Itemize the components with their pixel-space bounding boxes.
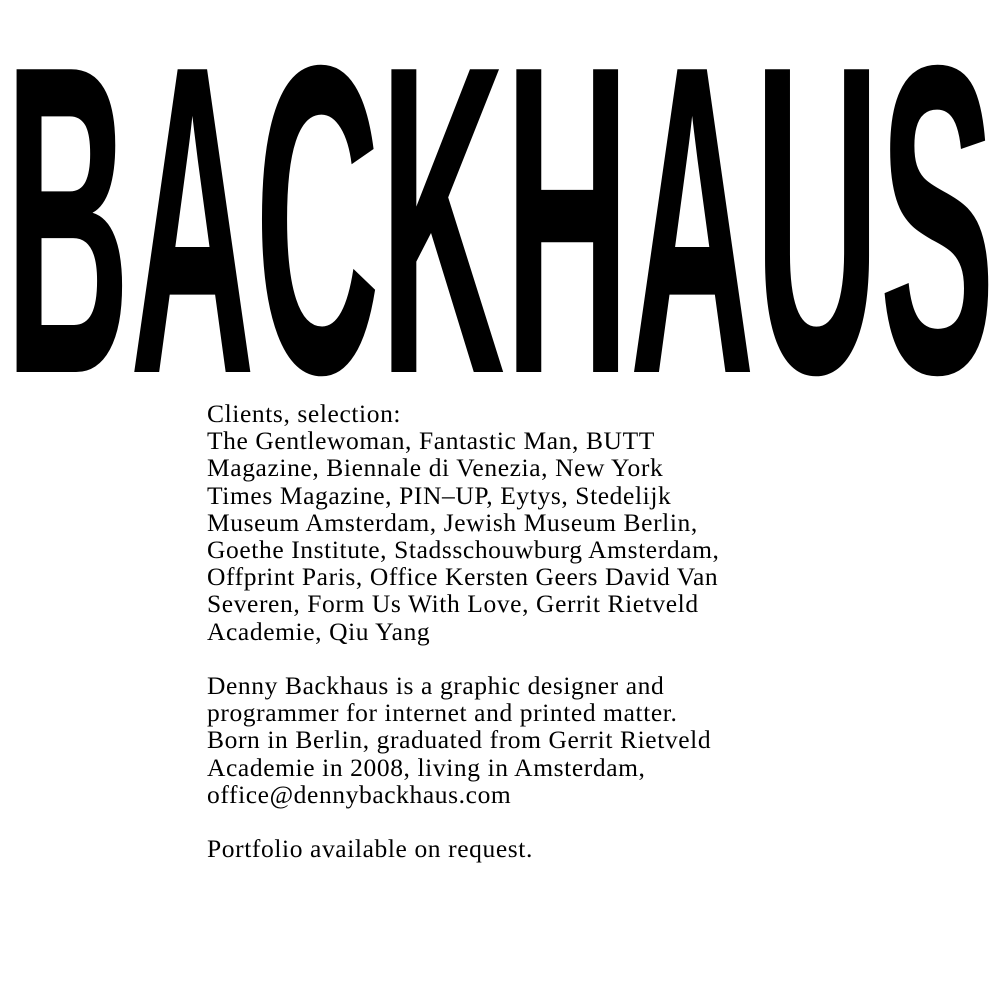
about-section — [207, 400, 807, 862]
clients-heading: Clients, selection: — [207, 399, 402, 428]
clients-list: The Gentlewoman, Fantastic Man, BUTT Magazine, Biennale di Venezia, New York Times Magazine, PIN–UP, Eytys, Stedelijk Museum Amsterdam, Jewish Museum Berlin, Goethe Institute, Stadsschouwburg Amsterdam, Offprint Paris, Office Kersten Geers David Van Severen, Form Us With Love, Gerrit Rietveld Academie, Qiu Yang — [207, 426, 720, 646]
paragraph-spacer — [207, 645, 807, 672]
email-link[interactable]: office@dennybackhaus.com — [207, 779, 512, 809]
portfolio-note: Portfolio available on request. — [207, 834, 533, 864]
paragraph-spacer — [207, 808, 807, 835]
site-title-masthead — [0, 0, 1000, 400]
bio-text: Denny Backhaus is a graphic designer and programmer for internet and printed matter. Born in Berlin, graduated from Gerrit Rietveld Academie in 2008, living in Amsterdam, — [207, 671, 712, 782]
site-title-graphic — [0, 0, 1000, 400]
site-title: BACKHAUS — [5, 0, 995, 400]
